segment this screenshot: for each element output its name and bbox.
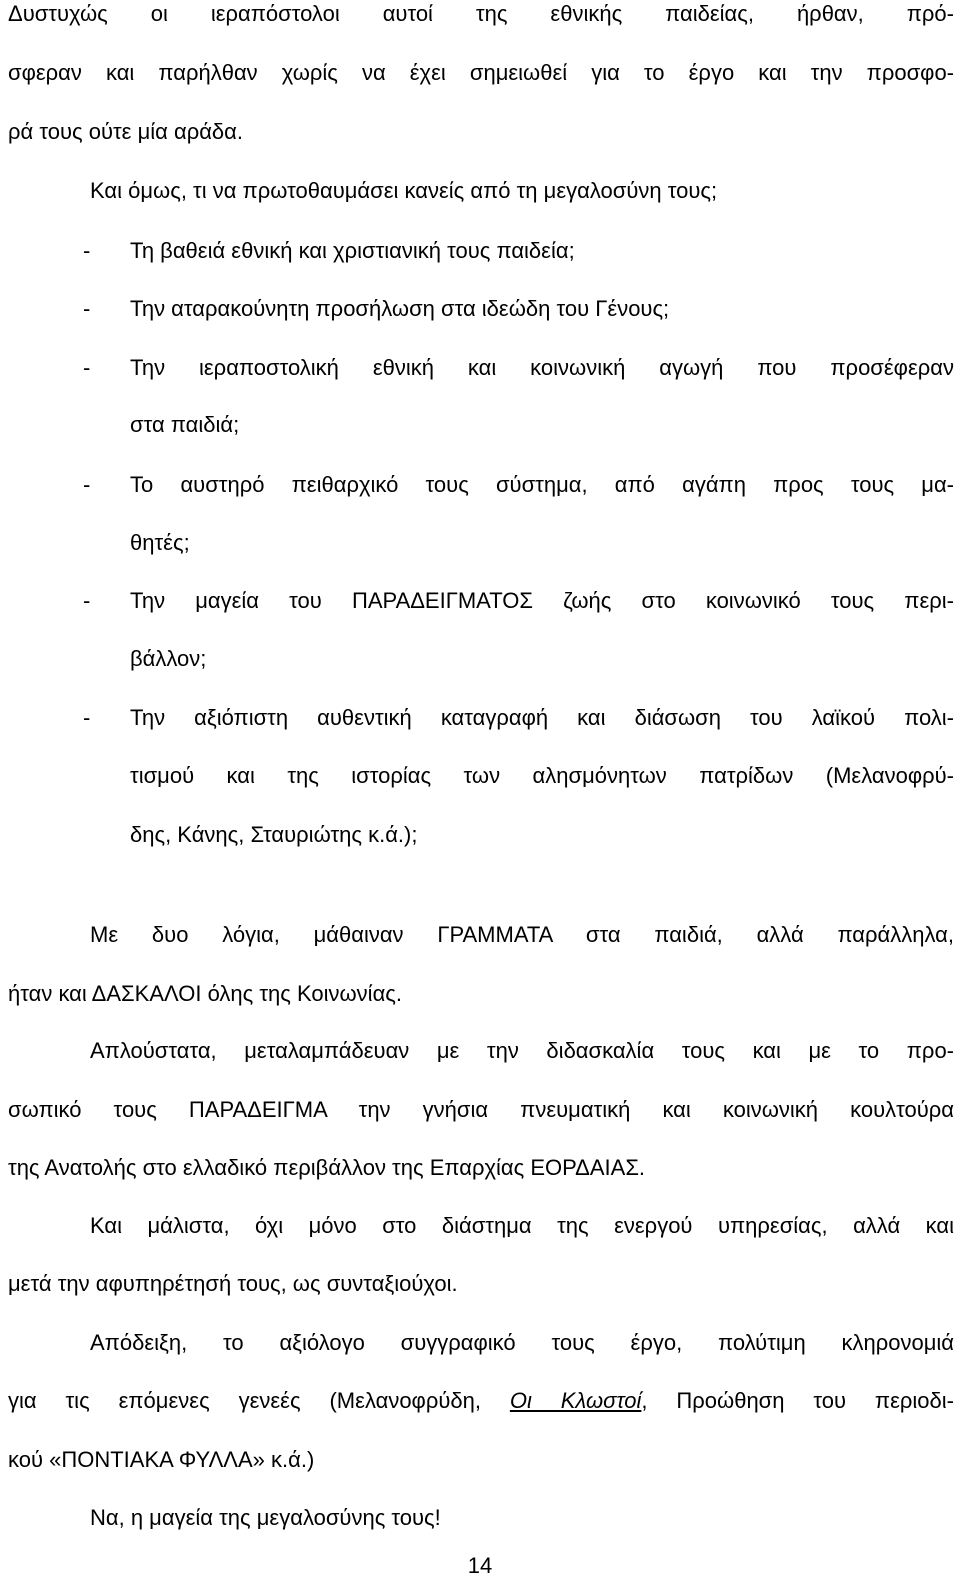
paragraph-2-line-1: Και όμως, τι να πρωτοθαυμάσει κανείς από τη μεγαλοσύνη τους; [90, 178, 718, 203]
paragraph-1-line-2: σφεραν και παρήλθαν χωρίς να έχει σημειωθεί για το έργο και την προσφο- [8, 60, 954, 85]
paragraph-6-line-1: Απόδειξη, το αξιόλογο συγγραφικό τους έργο, πολύτιμη κληρονομιά [90, 1330, 954, 1355]
paragraph-1-line-3: ρά τους ούτε μία αράδα. [8, 119, 244, 144]
paragraph-1-line-1: Δυστυχώς οι ιεραπόστολοι αυτοί της εθνικής παιδείας, ήρθαν, πρό- [8, 1, 954, 26]
bullet-3-line-2: στα παιδιά; [130, 412, 240, 437]
page-number: 14 [467, 1553, 493, 1578]
bullet-6-line-3: δης, Κάνης, Σταυριώτης κ.ά.); [130, 822, 418, 847]
bullet-1: Τη βαθειά εθνική και χριστιανική τους παιδεία; [130, 238, 575, 263]
paragraph-3-line-1: Με δυο λόγια, μάθαιναν ΓΡΑΜΜΑΤΑ στα παιδιά, αλλά παράλληλα, [90, 922, 954, 947]
bullet-6-line-2: τισμού και της ιστορίας των αλησμόνητων πατρίδων (Μελανοφρύ- [130, 763, 954, 788]
bullet-dash: - [83, 472, 91, 497]
bullet-5-line-2: βάλλον; [130, 646, 207, 671]
bullet-dash: - [83, 296, 91, 321]
paragraph-5-line-1: Και μάλιστα, όχι μόνο στο διάστημα της ενεργού υπηρεσίας, αλλά και [90, 1213, 954, 1238]
paragraph-3-line-2: ήταν και ΔΑΣΚΑΛΟΙ όλης της Κοινωνίας. [8, 981, 403, 1006]
bullet-dash: - [83, 705, 91, 730]
bullet-3-line-1: Την ιεραποστολική εθνική και κοινωνική αγωγή που προσέφεραν [130, 355, 954, 380]
paragraph-4-line-1: Απλούστατα, μεταλαμπάδευαν με την διδασκαλία τους και με το προ- [90, 1038, 954, 1063]
paragraph-5-line-2: μετά την αφυπηρέτησή τους, ως συνταξιούχοι. [8, 1271, 458, 1296]
paragraph-6-line-2-end: , Προώθηση του περιοδι- [641, 1388, 954, 1413]
paragraph-4-line-3: της Ανατολής στο ελλαδικό περιβάλλον της Επαρχίας ΕΟΡΔΑΙΑΣ. [8, 1155, 646, 1180]
bullet-dash: - [83, 588, 91, 613]
book-title: Οι Κλωστοί [509, 1388, 642, 1413]
paragraph-6-line-2 [8, 1390, 954, 1412]
paragraph-6-line-2-start: για τις επόμενες γενεές (Μελανοφρύδη, [8, 1388, 510, 1413]
bullet-4-line-2: θητές; [130, 530, 190, 555]
bullet-4-line-1: Το αυστηρό πειθαρχικό τους σύστημα, από αγάπη προς τους μα- [130, 472, 954, 497]
bullet-dash: - [83, 355, 91, 380]
paragraph-4-line-2: σωπικό τους ΠΑΡΑΔΕΙΓΜΑ την γνήσια πνευματική και κοινωνική κουλτούρα [8, 1097, 954, 1122]
paragraph-6-line-3: κού «ΠΟΝΤΙΑΚΑ ΦΥΛΛΑ» κ.ά.) [8, 1447, 315, 1472]
bullet-6-line-1: Την αξιόπιστη αυθεντική καταγραφή και διάσωση του λαϊκού πολι- [130, 705, 954, 730]
paragraph-7-line-1: Να, η μαγεία της μεγαλοσύνης τους! [90, 1505, 441, 1530]
bullet-dash: - [83, 238, 91, 263]
bullet-2: Την αταρακούνητη προσήλωση στα ιδεώδη του Γένους; [130, 296, 670, 321]
bullet-5-line-1: Την μαγεία του ΠΑΡΑΔΕΙΓΜΑΤΟΣ ζωής στο κοινωνικό τους περι- [130, 588, 954, 613]
